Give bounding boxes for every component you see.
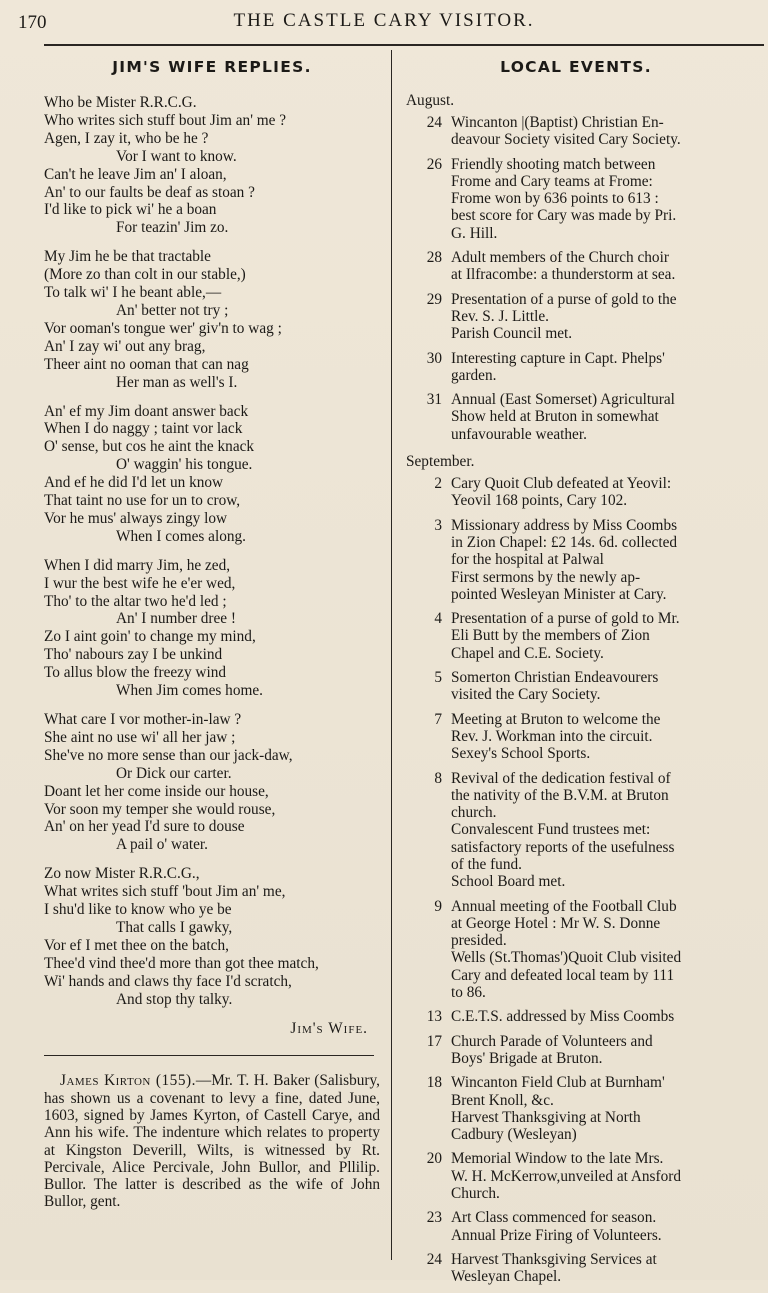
poem-stanza [44,248,380,391]
event-line: Somerton Christian Endeavourers [451,669,659,687]
poem-line: An' I zay wi' out any brag, [44,337,206,355]
events-title: LOCAL EVENTS. [500,58,652,76]
event-line: Revival of the dedication festival of [451,769,671,787]
page-number: 170 [18,12,47,33]
event-line: satisfactory reports of the usefulness [451,838,675,856]
event-text [451,1251,746,1286]
poem-line: When I do naggy ; taint vor lack [44,420,243,438]
poem-stanza [44,403,380,546]
event-line: G. Hill. [451,224,498,242]
event-text [451,291,746,343]
event-day: 8 [434,769,442,787]
poem-stanza [44,711,380,854]
event-line: Rev. J. Workman into the circuit. [451,727,653,745]
event-line: Wesleyan Chapel. [451,1268,562,1286]
event-line: Cary Quoit Club defeated at Yeovil: [451,475,672,493]
event-line: at George Hotel : Mr W. S. Donne [451,914,661,932]
event-day: 9 [434,897,442,915]
event-line: of the fund. [451,855,522,873]
poem-title: JIM'S WIFE REPLIES. [112,58,312,76]
poem-line: She've no more sense than our jack-daw, [44,746,293,764]
poem-line: An' I number dree ! [116,610,236,628]
poem-line: I'd like to pick wi' he a boan [44,201,217,219]
event-line: W. H. McKerrow,unveiled at Ansford [451,1167,681,1185]
event-day: 7 [434,710,442,728]
poem-line: (More zo than colt in our stable,) [44,266,246,284]
event-line: in Zion Chapel: £2 14s. 6d. collected [451,533,678,551]
event-text [451,249,746,284]
poem-line: When I comes along. [116,527,246,545]
event-day: 29 [426,290,442,308]
event-line: Cadbury (Wesleyan) [451,1126,577,1144]
event-text [451,1209,746,1244]
poem-line: For teazin' Jim zo. [116,219,229,237]
event-entry [406,1008,746,1025]
poem-line: A pail o' water. [116,836,208,854]
event-line: Art Class commenced for season. [451,1209,657,1227]
poem-line: When Jim comes home. [116,682,263,700]
event-line: Wells (St.Thomas')Quoit Club visited [451,949,682,967]
event-line: Meeting at Bruton to welcome the [451,710,661,728]
poem-line: What writes sich stuff 'bout Jim an' me, [44,883,286,901]
event-line: Harvest Thanksgiving at North [451,1108,641,1126]
poem-line: Vor ooman's tongue wer' giv'n to wag ; [44,319,282,337]
event-line: Annual (East Somerset) Agricultural [451,391,675,409]
poem-line: Theer aint no ooman that can nag [44,355,249,373]
poem-stanza [44,557,380,700]
poem-stanza [44,94,380,237]
event-day: 5 [434,669,442,687]
column-divider [391,50,392,1260]
event-line: School Board met. [451,873,566,891]
poem-line: That calls I gawky, [116,918,233,936]
poem-line: I shu'd like to know who ye be [44,901,232,919]
event-line: Church. [451,1185,500,1203]
poem-line: An' on her yead I'd sure to douse [44,818,245,836]
event-day: 13 [426,1008,442,1026]
poem-line: Agen, I zay it, who be he ? [44,129,209,147]
event-line: Missionary address by Miss Coombs [451,516,678,534]
poem-line: Doant let her come inside our house, [44,782,269,800]
poem-line: To talk wi' I he beant able,— [44,284,222,302]
event-line: First sermons by the newly ap- [451,568,641,586]
events-column [406,58,746,1293]
poem-line: My Jim he be that tractable [44,248,211,266]
event-entry [406,517,746,603]
event-day: 20 [426,1150,442,1168]
event-day: 31 [426,391,442,409]
event-line: Interesting capture in Capt. Phelps' [451,349,665,367]
poem-line: Vor soon my temper she would rouse, [44,800,276,818]
poem-line: Wi' hands and claws thy face I'd scratch, [44,972,292,990]
event-line: Rev. S. J. Little. [451,307,550,325]
event-entry [406,1033,746,1068]
event-entry [406,114,746,149]
event-day: 30 [426,349,442,367]
event-text [451,475,746,510]
poem-line: Zo now Mister R.R.C.G., [44,865,200,883]
event-line: Convalescent Fund trustees met: [451,821,651,839]
month-heading: August. [406,92,455,109]
event-line: deavour Society visited Cary Society. [451,131,681,149]
running-title: THE CASTLE CARY VISITOR. [233,10,535,31]
poem-line: An' to our faults be deaf as stoan ? [44,183,255,201]
event-line: Yeovil 168 points, Cary 102. [451,492,628,510]
event-line: pointed Wesleyan Minister at Cary. [451,585,667,603]
event-entry [406,1074,746,1143]
event-text [451,517,746,603]
event-day: 18 [426,1074,442,1092]
event-text [451,610,746,662]
event-text [451,156,746,242]
poem-line: When I did marry Jim, he zed, [44,556,231,574]
event-text [451,1150,746,1202]
event-entry [406,475,746,510]
event-line: presided. [451,932,507,950]
event-text [451,711,746,763]
event-day: 26 [426,155,442,173]
event-entry [406,249,746,284]
event-entry [406,1150,746,1202]
poem-line: An' ef my Jim doant answer back [44,402,249,420]
event-text [451,114,746,149]
event-day: 24 [426,1250,442,1268]
poem-line: Vor ef I met thee on the batch, [44,936,229,954]
poem-line: That taint no use for un to crow, [44,492,241,510]
poem-line: And stop thy talky. [116,990,233,1008]
event-entry [406,1209,746,1244]
event-line: Eli Butt by the members of Zion [451,627,650,645]
event-entry [406,291,746,343]
event-line: Annual Prize Firing of Volunteers. [451,1226,662,1244]
poem-line: Tho' nabours zay I be unkind [44,646,223,664]
poem-line: Vor he mus' always zingy low [44,509,228,527]
event-line: Parish Council met. [451,325,573,343]
event-line: Boys' Brigade at Bruton. [451,1049,603,1067]
event-text [451,1008,746,1025]
poem-line: What care I vor mother-in-law ? [44,711,242,728]
event-day: 17 [426,1032,442,1050]
event-line: C.E.T.S. addressed by Miss Coombs [451,1008,675,1026]
event-line: church. [451,804,497,822]
event-line: Annual meeting of the Football Club [451,897,677,915]
poem-line: Zo I aint goin' to change my mind, [44,628,256,646]
event-line: at Ilfracombe: a thunderstorm at sea. [451,266,676,284]
poem-line: And ef he did I'd let un know [44,474,224,492]
event-line: Adult members of the Church choir [451,249,669,267]
poem-line: Who be Mister R.R.C.G. [44,94,197,111]
event-text [451,350,746,385]
header-rule [44,44,764,46]
poem-line: Or Dick our carter. [116,764,232,782]
event-line: Brent Knoll, &c. [451,1091,554,1109]
poem-line: Vor I want to know. [116,147,237,165]
note-lead: James Kirton (155). [60,1072,196,1090]
event-line: Chapel and C.E. Society. [451,644,604,662]
event-text [451,1074,746,1143]
event-entry [406,391,746,443]
event-entry [406,711,746,763]
event-line: Cary and defeated local team by 111 [451,966,675,984]
poem-line: An' better not try ; [116,301,229,319]
event-line: best score for Cary was made by Pri. [451,207,677,225]
event-line: Wincanton Field Club at Burnham' [451,1074,665,1092]
event-line: unfavourable weather. [451,425,587,443]
event-line: the nativity of the B.V.M. at Bruton [451,786,669,804]
event-line: visited the Cary Society. [451,686,601,704]
event-line: Memorial Window to the late Mrs. [451,1150,664,1168]
event-line: Friendly shooting match between [451,155,656,173]
event-line: Wincanton |(Baptist) Christian En- [451,114,664,131]
event-line: Presentation of a purse of gold to the [451,290,677,308]
event-entry [406,350,746,385]
poem-line: O' sense, but cos he aint the knack [44,438,255,456]
event-text [451,391,746,443]
event-day: 4 [434,610,442,628]
kirton-note [44,1072,380,1210]
event-line: Show held at Bruton in somewhat [451,408,659,426]
event-text [451,1033,746,1068]
event-text [451,669,746,704]
month-heading: September. [406,453,475,471]
poem-line: Who writes sich stuff bout Jim an' me ? [44,111,287,129]
event-line: Frome and Cary teams at Frome: [451,172,653,190]
page-header [0,8,768,38]
event-entry [406,610,746,662]
poem-line: I wur the best wife he e'er wed, [44,574,236,592]
event-day: 28 [426,249,442,267]
event-day: 24 [426,114,442,131]
event-line: for the hospital at Palwal [451,551,604,569]
event-text [451,770,746,891]
poem-body [44,94,380,1009]
event-entry [406,898,746,1002]
poem-signature: Jim's Wife. [290,1019,368,1037]
event-day: 3 [434,516,442,534]
poem-stanza [44,865,380,1008]
event-day: 23 [426,1209,442,1227]
events-list [406,92,746,1286]
poem-line: To allus blow the freezy wind [44,664,227,682]
poem-line: Tho' to the altar two he'd led ; [44,592,227,610]
poem-line: She aint no use wi' all her jaw ; [44,728,236,746]
event-text [451,898,746,1002]
note-body: —Mr. T. H. Baker (Salisbury, has shown us a covenant to levy a fine, dated June, 1603, signed by James Kyrton, of Castell Carye, and Ann his wife. The indenture which relates to property at Kingston Deverill, Wilts, is witnessed by Rt. Percivale, Alice Percivale, John Bullor, and Pllilip. Bullor. The latter is described as the wife of John Bullor, gent. [44,1072,380,1211]
event-line: to 86. [451,984,486,1002]
section-rule [44,1055,374,1056]
poem-line: Thee'd vind thee'd more than got thee match, [44,954,319,972]
event-line: Church Parade of Volunteers and [451,1032,653,1050]
poem-line: O' waggin' his tongue. [116,456,253,474]
event-line: garden. [451,366,497,384]
event-entry [406,770,746,891]
event-entry [406,1251,746,1286]
event-line: Harvest Thanksgiving Services at [451,1250,657,1268]
poem-line: Can't he leave Jim an' I aloan, [44,165,227,183]
poem-line: Her man as well's I. [116,373,238,391]
event-line: Frome won by 636 points to 613 : [451,190,659,208]
event-day: 2 [434,475,442,493]
event-entry [406,669,746,704]
event-line: Presentation of a purse of gold to Mr. [451,610,680,628]
event-entry [406,156,746,242]
event-line: Sexey's School Sports. [451,745,591,763]
poem-column [44,58,380,1211]
